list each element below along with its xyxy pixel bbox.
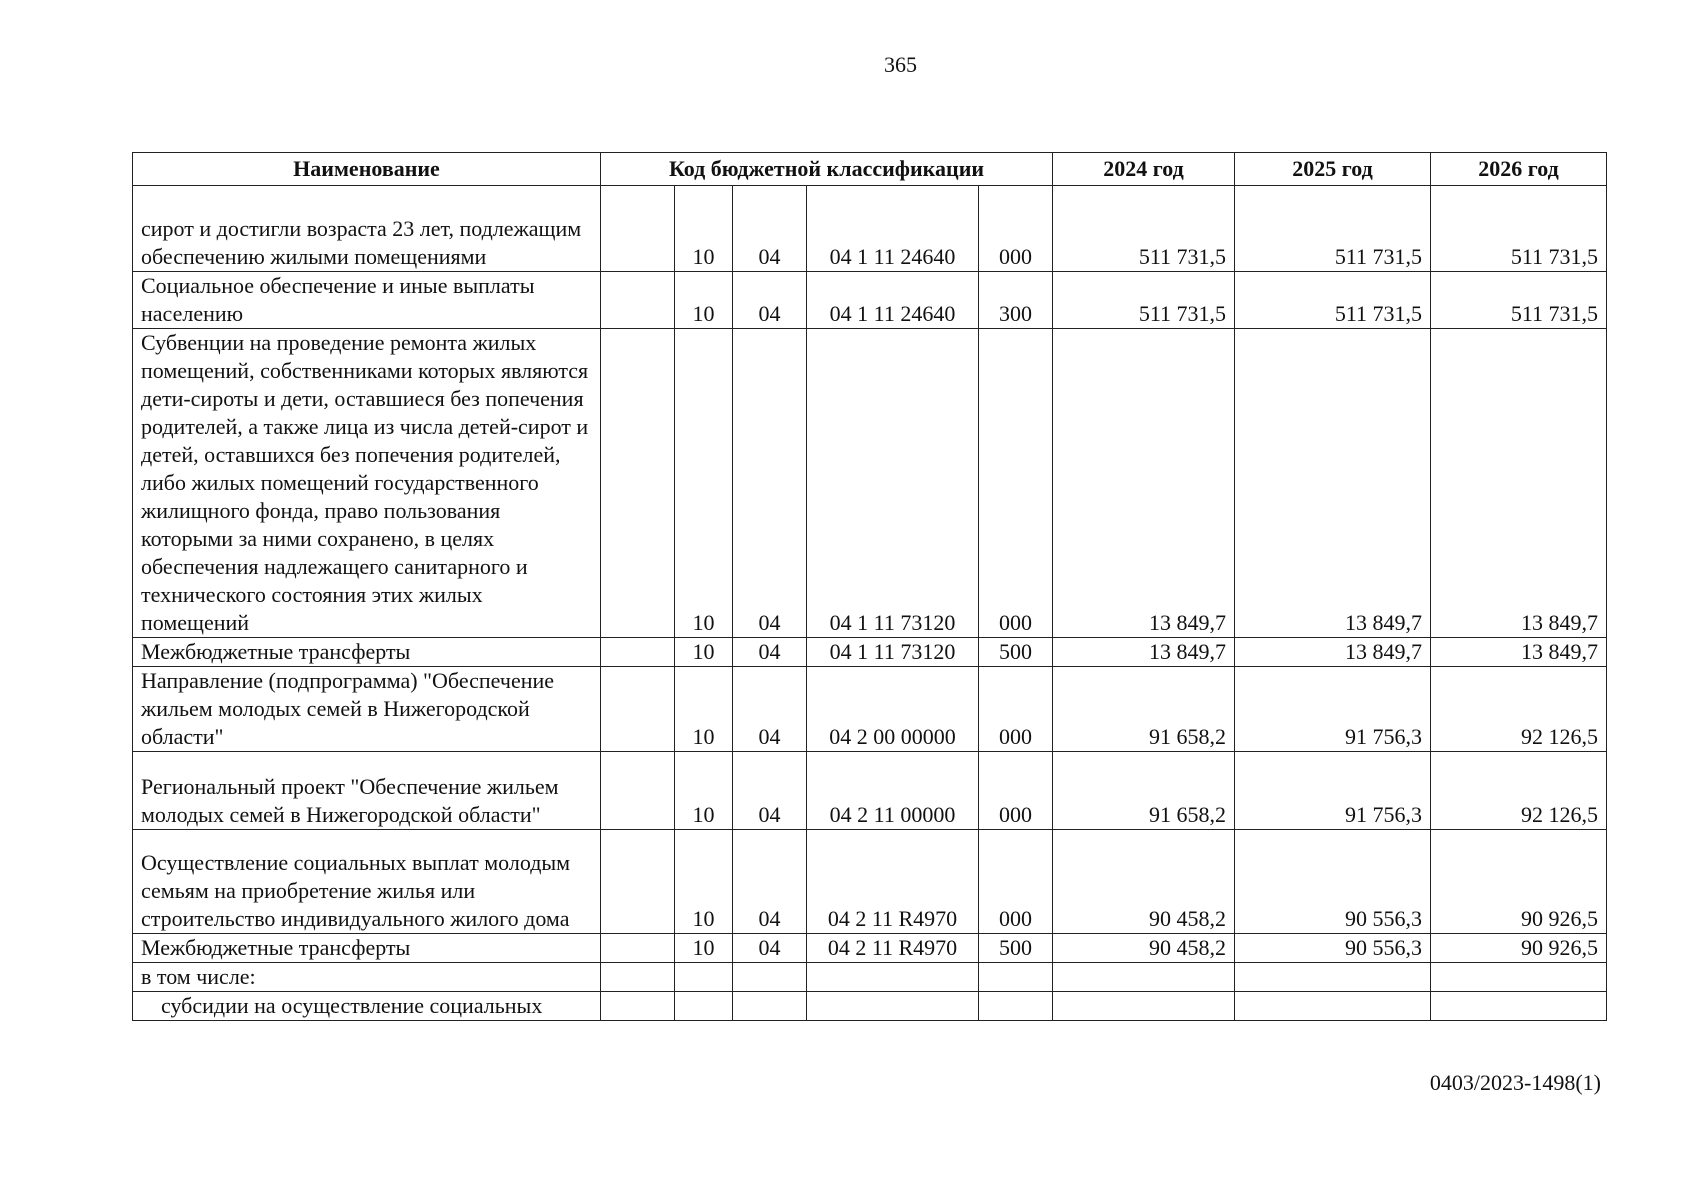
value-2025: 90 556,3 (1235, 934, 1431, 963)
value-2024 (1053, 963, 1235, 992)
row-name: Направление (подпрограмма) "Обеспечение жильем молодых семей в Нижегородской области" (133, 667, 601, 752)
code-blank (601, 638, 675, 667)
table-row (133, 934, 1607, 963)
table-body (133, 186, 1607, 1021)
code-blank (601, 667, 675, 752)
table-row (133, 638, 1607, 667)
code-expense-type: 000 (979, 186, 1053, 272)
code-section: 10 (675, 329, 733, 638)
code-target-article: 04 2 11 R4970 (807, 830, 979, 934)
header-year-2024: 2024 год (1053, 153, 1235, 186)
code-expense-type (979, 992, 1053, 1021)
table-row (133, 272, 1607, 329)
table-header-row (133, 153, 1607, 186)
row-name: субсидии на осуществление социальных (133, 992, 601, 1021)
row-name: Осуществление социальных выплат молодым семьям на приобретение жилья или строительство индивидуального жилого дома (133, 830, 601, 934)
budget-table (132, 152, 1607, 1021)
table-row (133, 963, 1607, 992)
code-blank (601, 992, 675, 1021)
code-subsection (733, 992, 807, 1021)
table-row (133, 186, 1607, 272)
page-number: 365 (884, 52, 917, 77)
value-2024: 511 731,5 (1053, 186, 1235, 272)
code-subsection: 04 (733, 667, 807, 752)
value-2026: 13 849,7 (1431, 329, 1607, 638)
value-2026: 511 731,5 (1431, 272, 1607, 329)
code-section: 10 (675, 667, 733, 752)
table-row (133, 830, 1607, 934)
row-name: Субвенции на проведение ремонта жилых помещений, собственниками которых являются дети-сироты и дети, оставшиеся без попечения родителей, а также лица из числа детей-сирот и детей, оставшихся без попечения родителей, либо жилых помещений государственного жилищного фонда, право пользования которыми за ними сохранено, в целях обеспечения надлежащего санитарного и технического состояния этих жилых помещений (133, 329, 601, 638)
header-budget-code: Код бюджетной классификации (601, 153, 1053, 186)
value-2026: 511 731,5 (1431, 186, 1607, 272)
code-subsection: 04 (733, 272, 807, 329)
row-name: Межбюджетные трансферты (133, 934, 601, 963)
document-id: 0403/2023-1498(1) (1429, 1070, 1601, 1095)
code-section: 10 (675, 934, 733, 963)
code-blank (601, 830, 675, 934)
code-expense-type: 500 (979, 934, 1053, 963)
code-target-article: 04 2 11 R4970 (807, 934, 979, 963)
value-2025: 91 756,3 (1235, 752, 1431, 830)
value-2025: 90 556,3 (1235, 830, 1431, 934)
code-section: 10 (675, 186, 733, 272)
row-name: сирот и достигли возраста 23 лет, подлежащим обеспечению жилыми помещениями (133, 186, 601, 272)
code-section: 10 (675, 752, 733, 830)
value-2026 (1431, 963, 1607, 992)
code-expense-type: 000 (979, 329, 1053, 638)
value-2024: 91 658,2 (1053, 667, 1235, 752)
table-row (133, 752, 1607, 830)
value-2025: 13 849,7 (1235, 638, 1431, 667)
code-subsection: 04 (733, 329, 807, 638)
table-row (133, 667, 1607, 752)
value-2025: 13 849,7 (1235, 329, 1431, 638)
code-blank (601, 186, 675, 272)
code-subsection (733, 963, 807, 992)
header-year-2025: 2025 год (1235, 153, 1431, 186)
code-target-article (807, 963, 979, 992)
value-2026: 92 126,5 (1431, 667, 1607, 752)
code-section: 10 (675, 638, 733, 667)
value-2026: 92 126,5 (1431, 752, 1607, 830)
code-target-article: 04 1 11 24640 (807, 186, 979, 272)
value-2026: 90 926,5 (1431, 830, 1607, 934)
value-2024: 91 658,2 (1053, 752, 1235, 830)
table-row (133, 329, 1607, 638)
table-row (133, 992, 1607, 1021)
code-subsection: 04 (733, 752, 807, 830)
header-name: Наименование (133, 153, 601, 186)
value-2024: 511 731,5 (1053, 272, 1235, 329)
code-section (675, 963, 733, 992)
code-subsection: 04 (733, 830, 807, 934)
code-subsection: 04 (733, 186, 807, 272)
value-2024: 90 458,2 (1053, 830, 1235, 934)
code-target-article: 04 2 00 00000 (807, 667, 979, 752)
value-2024: 13 849,7 (1053, 329, 1235, 638)
code-expense-type: 000 (979, 752, 1053, 830)
code-blank (601, 272, 675, 329)
code-expense-type: 500 (979, 638, 1053, 667)
code-section: 10 (675, 272, 733, 329)
value-2024: 90 458,2 (1053, 934, 1235, 963)
value-2025 (1235, 963, 1431, 992)
code-expense-type: 000 (979, 667, 1053, 752)
value-2025 (1235, 992, 1431, 1021)
code-target-article: 04 1 11 73120 (807, 329, 979, 638)
value-2026: 90 926,5 (1431, 934, 1607, 963)
code-section: 10 (675, 830, 733, 934)
value-2026: 13 849,7 (1431, 638, 1607, 667)
value-2026 (1431, 992, 1607, 1021)
code-subsection: 04 (733, 638, 807, 667)
code-section (675, 992, 733, 1021)
code-subsection: 04 (733, 934, 807, 963)
row-name: Межбюджетные трансферты (133, 638, 601, 667)
row-name: Социальное обеспечение и иные выплаты населению (133, 272, 601, 329)
code-target-article: 04 2 11 00000 (807, 752, 979, 830)
value-2024 (1053, 992, 1235, 1021)
code-expense-type (979, 963, 1053, 992)
code-blank (601, 934, 675, 963)
value-2025: 511 731,5 (1235, 186, 1431, 272)
code-target-article (807, 992, 979, 1021)
value-2024: 13 849,7 (1053, 638, 1235, 667)
code-target-article: 04 1 11 73120 (807, 638, 979, 667)
row-name: Региональный проект "Обеспечение жильем молодых семей в Нижегородской области" (133, 752, 601, 830)
code-expense-type: 000 (979, 830, 1053, 934)
header-year-2026: 2026 год (1431, 153, 1607, 186)
code-target-article: 04 1 11 24640 (807, 272, 979, 329)
value-2025: 511 731,5 (1235, 272, 1431, 329)
code-blank (601, 963, 675, 992)
row-name: в том числе: (133, 963, 601, 992)
value-2025: 91 756,3 (1235, 667, 1431, 752)
code-blank (601, 329, 675, 638)
code-blank (601, 752, 675, 830)
code-expense-type: 300 (979, 272, 1053, 329)
